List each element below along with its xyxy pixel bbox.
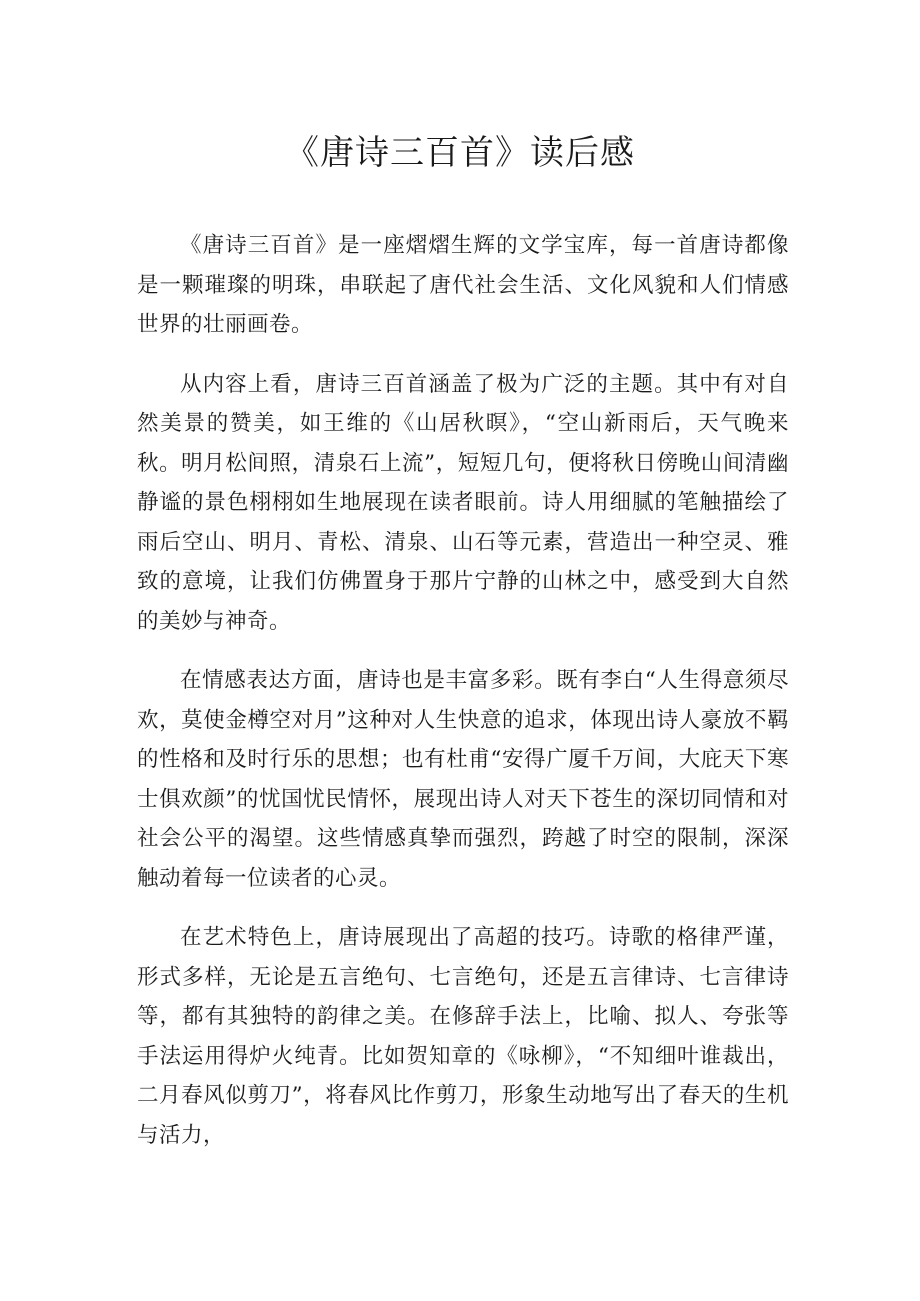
- document-body: [137, 226, 789, 1175]
- document-title: 《唐诗三百首》读后感: [285, 133, 635, 173]
- paragraph-3: 在情感表达方面，唐诗也是丰富多彩。既有李白“人生得意须尽欢，莫使金樽空对月”这种对人生快意的追求，体现出诗人豪放不羁的性格和及时行乐的思想；也有杜甫“安得广厦千万间，大庇天下寒士俱欢颜”的忧国忧民情怀，展现出诗人对天下苍生的深切同情和对社会公平的渴望。这些情感真挚而强烈，跨越了时空的限制，深深触动着每一位读者的心灵。: [137, 668, 789, 891]
- paragraph-4: 在艺术特色上，唐诗展现出了高超的技巧。诗歌的格律严谨，形式多样，无论是五言绝句、七言绝句，还是五言律诗、七言律诗等，都有其独特的韵律之美。在修辞手法上，比喻、拟人、夸张等手法运用得炉火纯青。比如贺知章的《咏柳》，“不知细叶谁裁出，二月春风似剪刀”，将春风比作剪刀，形象生动地写出了春天的生机与活力，: [137, 925, 789, 1148]
- paragraph-1: 《唐诗三百首》是一座熠熠生辉的文学宝库，每一首唐诗都像是一颗璀璨的明珠，串联起了唐代社会生活、文化风貌和人们情感世界的壮丽画卷。: [137, 233, 789, 337]
- paragraph-2: 从内容上看，唐诗三百首涵盖了极为广泛的主题。其中有对自然美景的赞美，如王维的《山居秋暝》，“空山新雨后，天气晚来秋。明月松间照，清泉石上流”，短短几句，便将秋日傍晚山间清幽静谧的景色栩栩如生地展现在读者眼前。诗人用细腻的笔触描绘了雨后空山、明月、青松、清泉、山石等元素，营造出一种空灵、雅致的意境，让我们仿佛置身于那片宁静的山林之中，感受到大自然的美妙与神奇。: [137, 371, 789, 634]
